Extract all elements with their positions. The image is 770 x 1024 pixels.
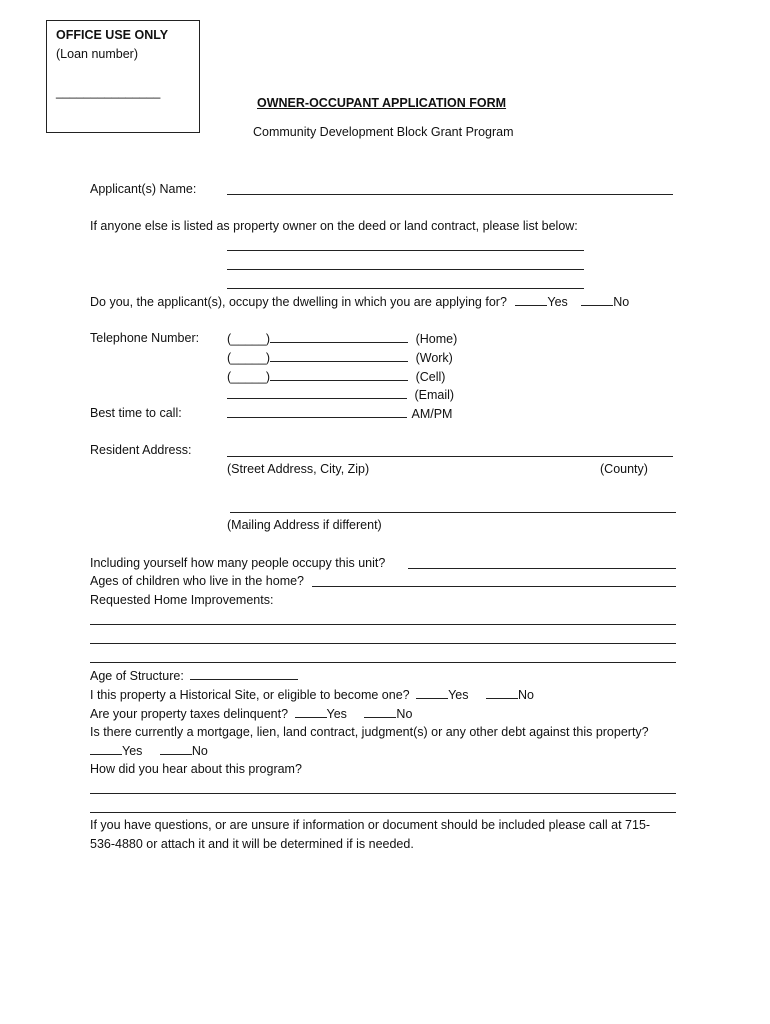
- historical-yes-field[interactable]: [416, 687, 448, 699]
- occupants-question: Including yourself how many people occupy this unit?: [90, 556, 386, 570]
- applicant-name-field[interactable]: [227, 194, 673, 195]
- phone-home-row: [227, 331, 457, 347]
- taxes-no-label: No: [396, 707, 413, 721]
- occupy-question-text: Do you, the applicant(s), occupy the dwelling in which you are applying for?: [90, 295, 507, 309]
- applicant-name-label: Applicant(s) Name:: [90, 182, 197, 196]
- children-ages-field[interactable]: [312, 586, 676, 587]
- resident-address-field[interactable]: [227, 456, 673, 457]
- taxes-yes-field[interactable]: [295, 706, 327, 718]
- improvements-label: Requested Home Improvements:: [90, 593, 274, 607]
- program-subtitle: Community Development Block Grant Program: [253, 125, 514, 139]
- taxes-yes-label: Yes: [326, 707, 347, 721]
- loan-number-label: (Loan number): [56, 47, 138, 61]
- phone-cell-field[interactable]: [270, 369, 408, 381]
- loan-number-field[interactable]: _______________: [56, 85, 161, 99]
- office-use-title: OFFICE USE ONLY: [56, 28, 169, 42]
- phone-cell-prefix: (_____): [227, 370, 271, 384]
- resident-address-label: Resident Address:: [90, 443, 192, 457]
- footer-line-2: 536-4880 or attach it and it will be determined if is needed.: [90, 837, 414, 851]
- form-title: OWNER-OCCUPANT APPLICATION FORM: [257, 96, 507, 110]
- phone-cell-label: (Cell): [415, 370, 446, 384]
- footer-line-1: If you have questions, or are unsure if information or document should be included please call at 715-: [90, 818, 651, 832]
- other-owner-field-2[interactable]: [227, 269, 584, 270]
- occupy-yes-field[interactable]: [515, 294, 547, 306]
- best-time-field[interactable]: [227, 406, 407, 418]
- debt-yes-label: Yes: [122, 744, 143, 758]
- occupants-field[interactable]: [408, 568, 676, 569]
- other-owner-field-1[interactable]: [227, 250, 584, 251]
- improvements-field-3[interactable]: [90, 662, 676, 663]
- structure-age-field[interactable]: [190, 668, 298, 680]
- mailing-caption: (Mailing Address if different): [227, 518, 382, 532]
- email-field[interactable]: [227, 387, 407, 399]
- debt-answer-row: [90, 743, 208, 759]
- office-use-box: [46, 20, 200, 133]
- county-caption: (County): [600, 462, 648, 476]
- improvements-field-1[interactable]: [90, 624, 676, 625]
- telephone-label: Telephone Number:: [90, 331, 200, 345]
- occupy-yes-label: Yes: [547, 295, 568, 309]
- hear-field-1[interactable]: [90, 793, 676, 794]
- historical-no-label: No: [517, 688, 534, 702]
- best-time-label: Best time to call:: [90, 406, 182, 420]
- other-owners-prompt: If anyone else is listed as property owner on the deed or land contract, please list below:: [90, 219, 578, 233]
- debt-yes-field[interactable]: [90, 743, 122, 755]
- historical-question: I this property a Historical Site, or eligible to become one?: [90, 688, 410, 702]
- improvements-field-2[interactable]: [90, 643, 676, 644]
- debt-no-field[interactable]: [160, 743, 192, 755]
- occupy-no-field[interactable]: [581, 294, 613, 306]
- phone-cell-row: [227, 369, 445, 385]
- structure-age-label: Age of Structure:: [90, 669, 184, 683]
- hear-question: How did you hear about this program?: [90, 762, 302, 776]
- phone-home-label: (Home): [415, 332, 458, 346]
- phone-home-prefix: (_____): [227, 332, 271, 346]
- children-ages-question: Ages of children who live in the home?: [90, 574, 305, 588]
- structure-age-row: [90, 668, 298, 684]
- hear-field-2[interactable]: [90, 812, 676, 813]
- phone-work-row: [227, 350, 453, 366]
- occupy-question: [90, 294, 629, 310]
- phone-work-prefix: (_____): [227, 351, 271, 365]
- phone-home-field[interactable]: [270, 331, 408, 343]
- historical-no-field[interactable]: [486, 687, 518, 699]
- phone-work-label: (Work): [415, 351, 453, 365]
- taxes-no-field[interactable]: [364, 706, 396, 718]
- historical-yes-label: Yes: [448, 688, 469, 702]
- taxes-question: Are your property taxes delinquent?: [90, 707, 289, 721]
- historical-row: [90, 687, 534, 703]
- phone-work-field[interactable]: [270, 350, 408, 362]
- debt-no-label: No: [191, 744, 208, 758]
- mailing-address-field[interactable]: [230, 512, 676, 513]
- am-pm-label: AM/PM: [411, 407, 453, 421]
- best-time-row: [227, 406, 452, 422]
- email-row: [227, 387, 454, 403]
- taxes-row: [90, 706, 412, 722]
- email-label: (Email): [414, 388, 455, 402]
- occupy-no-label: No: [613, 295, 630, 309]
- other-owner-field-3[interactable]: [227, 288, 584, 289]
- street-caption: (Street Address, City, Zip): [227, 462, 370, 476]
- debt-question: Is there currently a mortgage, lien, land contract, judgment(s) or any other debt against this property?: [90, 725, 649, 739]
